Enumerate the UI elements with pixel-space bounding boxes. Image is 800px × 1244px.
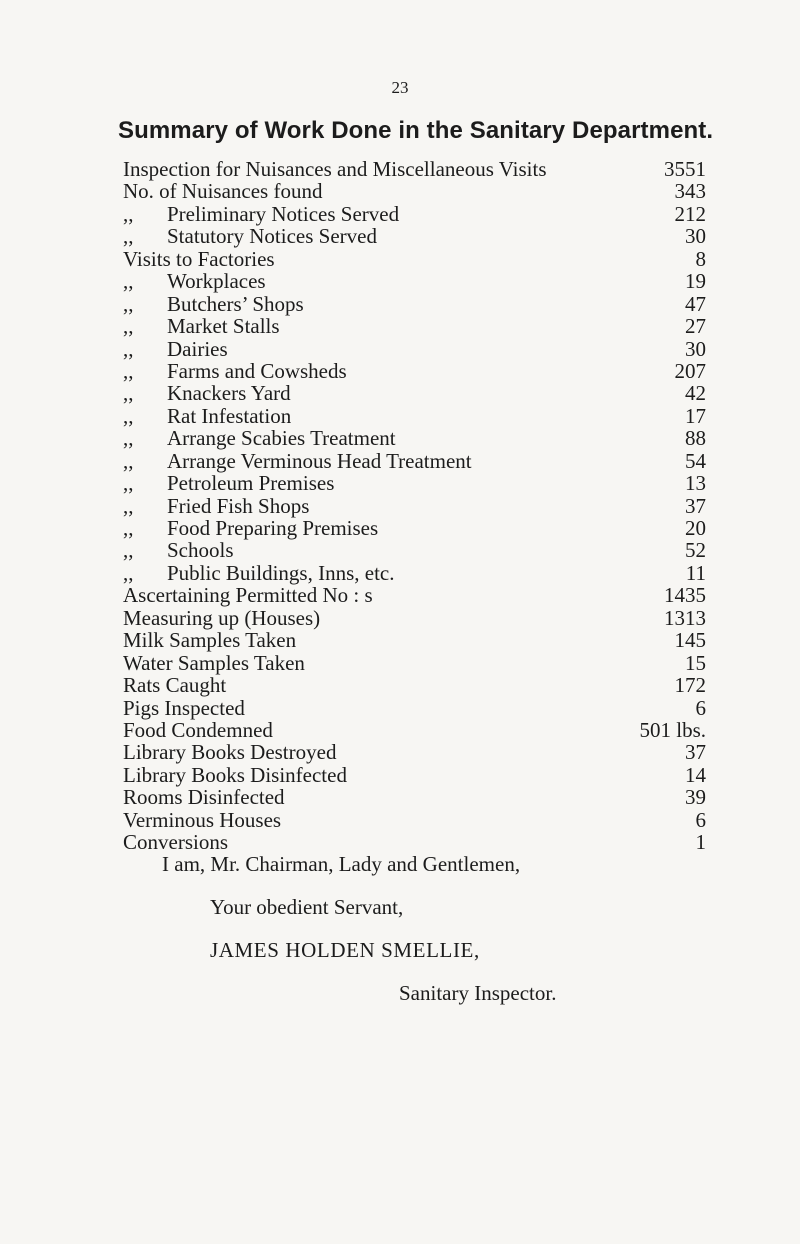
table-row xyxy=(123,629,706,651)
ditto-mark: ,, xyxy=(123,314,134,339)
row-label: Arrange Verminous Head Treatment xyxy=(167,448,472,473)
row-label: Farms and Cowsheds xyxy=(167,358,347,383)
table-row xyxy=(123,315,706,337)
signatory-title: Sanitary Inspector. xyxy=(399,981,557,1005)
ditto-mark: ,, xyxy=(123,560,134,585)
summary-table xyxy=(123,158,706,854)
row-label: Market Stalls xyxy=(167,314,280,339)
row-label: Water Samples Taken xyxy=(123,650,305,675)
row-label: Pigs Inspected xyxy=(123,695,245,720)
table-row xyxy=(123,539,706,561)
row-value: 47 xyxy=(685,291,706,316)
table-row xyxy=(123,472,706,494)
row-label: Conversions xyxy=(123,830,228,855)
row-value: 37 xyxy=(685,493,706,518)
ditto-mark: ,, xyxy=(123,224,134,249)
table-row xyxy=(123,764,706,786)
table-row xyxy=(123,562,706,584)
row-value: 8 xyxy=(695,246,706,271)
table-row xyxy=(123,786,706,808)
row-label: Measuring up (Houses) xyxy=(123,605,321,630)
row-label: Fried Fish Shops xyxy=(167,493,310,518)
row-value: 39 xyxy=(685,785,706,810)
row-value: 207 xyxy=(674,358,706,383)
row-value: 30 xyxy=(685,336,706,361)
row-value: 17 xyxy=(685,403,706,428)
table-row xyxy=(123,697,706,719)
row-label: Butchers’ Shops xyxy=(167,291,304,316)
table-row xyxy=(123,719,706,741)
row-label: Library Books Disinfected xyxy=(123,762,347,787)
table-row xyxy=(123,405,706,427)
row-value: 42 xyxy=(685,381,706,406)
table-row xyxy=(123,607,706,629)
page-number: 23 xyxy=(391,78,409,97)
page-title: Summary of Work Done in the Sanitary Department. xyxy=(118,117,714,144)
table-row xyxy=(123,203,706,225)
row-label: Dairies xyxy=(167,336,228,361)
ditto-mark: ,, xyxy=(123,381,134,406)
row-value: 20 xyxy=(685,516,706,540)
table-row xyxy=(123,225,706,247)
row-value: 501 lbs. xyxy=(639,717,706,742)
table-row xyxy=(123,270,706,292)
row-value: 30 xyxy=(685,224,706,249)
row-value: 212 xyxy=(674,201,706,226)
row-label: Rats Caught xyxy=(123,673,227,698)
row-value: 1 xyxy=(695,830,706,855)
signatory-name: JAMES HOLDEN SMELLIE, xyxy=(210,938,480,962)
row-label: Rat Infestation xyxy=(167,403,292,428)
row-label: Preliminary Notices Served xyxy=(167,201,400,226)
row-label: Arrange Scabies Treatment xyxy=(167,426,396,451)
table-row xyxy=(123,495,706,517)
row-label: Visits to Factories xyxy=(123,246,275,271)
table-row xyxy=(123,360,706,382)
ditto-mark: ,, xyxy=(123,358,134,383)
row-label: Food Preparing Premises xyxy=(167,516,379,540)
row-value: 6 xyxy=(695,807,706,832)
row-value: 15 xyxy=(685,650,706,675)
row-value: 13 xyxy=(685,471,706,496)
row-value: 145 xyxy=(674,628,706,653)
row-value: 6 xyxy=(695,695,706,720)
table-row xyxy=(123,831,706,853)
ditto-mark: ,, xyxy=(123,291,134,316)
row-label: Ascertaining Permitted No : s xyxy=(123,583,373,608)
row-label: Inspection for Nuisances and Miscellaneous Visits xyxy=(123,157,547,181)
row-value: 37 xyxy=(685,740,706,765)
table-row xyxy=(123,180,706,202)
row-value: 343 xyxy=(674,179,706,204)
ditto-mark: ,, xyxy=(123,269,134,294)
row-label: Petroleum Premises xyxy=(167,471,335,496)
ditto-mark: ,, xyxy=(123,336,134,361)
table-row xyxy=(123,674,706,696)
row-value: 1435 xyxy=(664,583,706,608)
ditto-mark: ,, xyxy=(123,403,134,428)
table-row xyxy=(123,382,706,404)
table-row xyxy=(123,584,706,606)
ditto-mark: ,, xyxy=(123,448,134,473)
table-row xyxy=(123,248,706,270)
table-row xyxy=(123,741,706,763)
table-row xyxy=(123,338,706,360)
ditto-mark: ,, xyxy=(123,493,134,518)
row-value: 19 xyxy=(685,269,706,294)
ditto-mark: ,, xyxy=(123,538,134,563)
table-row xyxy=(123,158,706,180)
table-row xyxy=(123,427,706,449)
row-label: Public Buildings, Inns, etc. xyxy=(167,560,395,585)
row-label: Verminous Houses xyxy=(123,807,282,832)
row-value: 88 xyxy=(685,426,706,451)
row-label: Workplaces xyxy=(167,269,266,294)
ditto-mark: ,, xyxy=(123,201,134,226)
ditto-mark: ,, xyxy=(123,471,134,496)
row-label: Milk Samples Taken xyxy=(123,628,297,653)
row-value: 11 xyxy=(685,560,706,585)
row-value: 3551 xyxy=(664,157,706,181)
row-value: 172 xyxy=(674,673,706,698)
row-value: 27 xyxy=(685,314,706,339)
table-row xyxy=(123,517,706,539)
row-label: Rooms Disinfected xyxy=(123,785,285,810)
table-row xyxy=(123,293,706,315)
row-value: 52 xyxy=(685,538,706,563)
row-value: 14 xyxy=(685,762,706,787)
table-row xyxy=(123,809,706,831)
row-label: Schools xyxy=(167,538,234,563)
closing-valediction: Your obedient Servant, xyxy=(210,895,404,919)
row-label: Library Books Destroyed xyxy=(123,740,337,765)
ditto-mark: ,, xyxy=(123,426,134,451)
row-value: 54 xyxy=(685,448,706,473)
table-row xyxy=(123,652,706,674)
row-label: Food Condemned xyxy=(123,717,273,742)
row-label: No. of Nuisances found xyxy=(123,179,323,204)
row-label: Knackers Yard xyxy=(167,381,291,406)
closing-salutation: I am, Mr. Chairman, Lady and Gentlemen, xyxy=(162,852,521,876)
row-label: Statutory Notices Served xyxy=(167,224,377,249)
table-row xyxy=(123,450,706,472)
row-value: 1313 xyxy=(664,605,706,630)
ditto-mark: ,, xyxy=(123,516,134,540)
